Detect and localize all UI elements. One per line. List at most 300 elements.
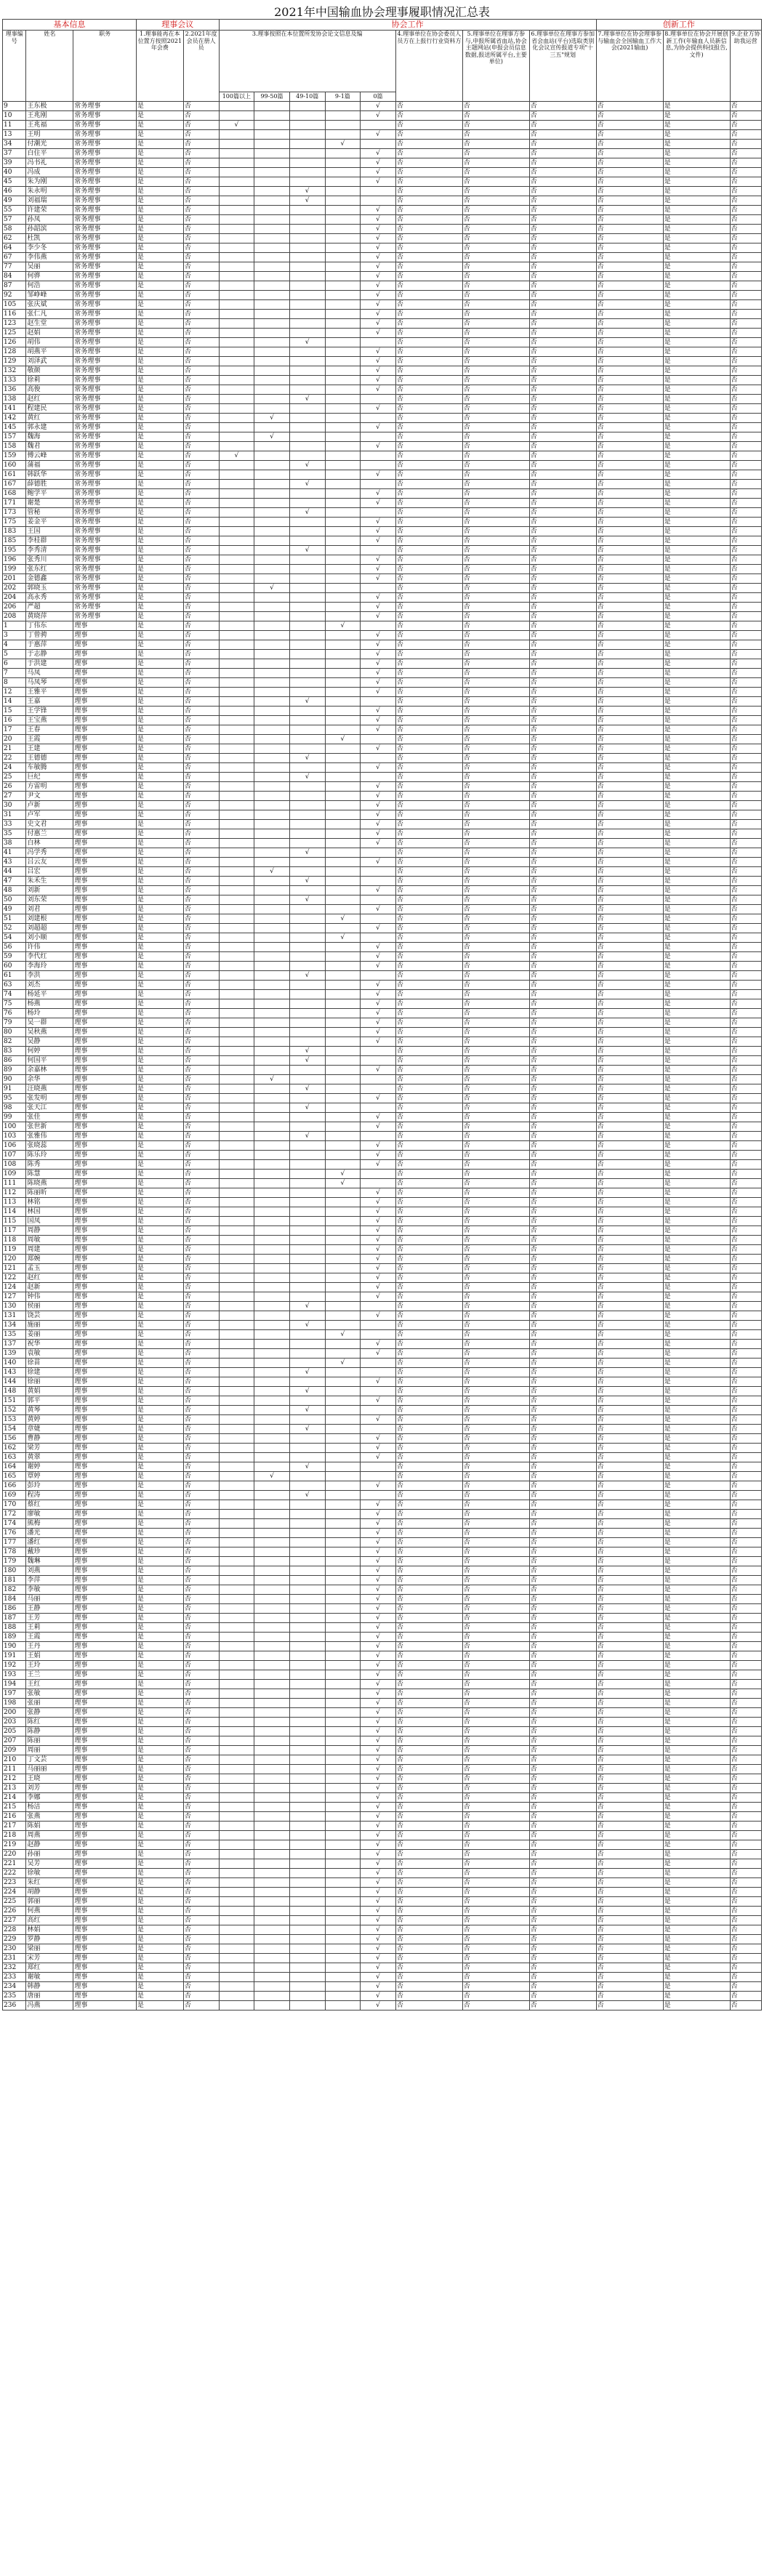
q4-cell: 否 <box>395 1188 462 1198</box>
q3-99-50-cell <box>254 905 290 914</box>
role-cell: 理事 <box>73 1245 137 1255</box>
q1-cell: 是 <box>136 867 183 877</box>
q7-cell: 否 <box>596 1623 663 1633</box>
q6-cell: 否 <box>529 536 596 546</box>
table-row <box>3 1633 762 1642</box>
q6-cell: 否 <box>529 385 596 395</box>
q3-0-cell: √ <box>361 102 396 111</box>
name-cell: 潘光 <box>26 1529 73 1538</box>
q9-cell: 否 <box>730 1103 761 1113</box>
table-row <box>3 404 762 414</box>
q8-cell: 是 <box>663 1226 730 1236</box>
q9-cell: 否 <box>730 1226 761 1236</box>
serial-cell: 63 <box>3 981 26 990</box>
q6-cell: 否 <box>529 262 596 272</box>
q3-9-1-cell <box>325 1888 361 1897</box>
q3-9-1-cell <box>325 1368 361 1377</box>
serial-cell: 24 <box>3 763 26 773</box>
table-row <box>3 215 762 225</box>
q5-cell: 否 <box>462 1018 529 1028</box>
role-cell: 理事 <box>73 1434 137 1444</box>
q5-cell: 否 <box>462 291 529 300</box>
role-cell: 理事 <box>73 1907 137 1916</box>
q6-cell: 否 <box>529 1935 596 1944</box>
table-row <box>3 1481 762 1491</box>
q3-99-50-cell <box>254 1519 290 1529</box>
role-cell: 理事 <box>73 1614 137 1623</box>
serial-cell: 47 <box>3 877 26 886</box>
q3-99-50-cell <box>254 858 290 867</box>
q9-cell: 否 <box>730 810 761 820</box>
name-cell: 周丽 <box>26 1746 73 1755</box>
q7-cell: 否 <box>596 1727 663 1736</box>
q1-cell: 是 <box>136 735 183 744</box>
q3-49-10-cell <box>289 1888 325 1897</box>
q4-cell: 否 <box>395 1803 462 1812</box>
q2-cell: 否 <box>183 1935 219 1944</box>
q2-cell: 否 <box>183 1084 219 1094</box>
role-cell: 理事 <box>73 1869 137 1878</box>
q8-cell: 是 <box>663 621 730 631</box>
table-row <box>3 1604 762 1614</box>
q9-cell: 否 <box>730 1047 761 1056</box>
q7-cell: 否 <box>596 1708 663 1718</box>
q8-cell: 是 <box>663 1935 730 1944</box>
serial-cell: 216 <box>3 1812 26 1822</box>
role-cell: 常务理事 <box>73 319 137 329</box>
role-cell: 理事 <box>73 1963 137 1973</box>
serial-cell: 164 <box>3 1462 26 1472</box>
q3-0-cell <box>361 1047 396 1056</box>
name-cell: 高红 <box>26 1916 73 1925</box>
q7-cell: 否 <box>596 2001 663 2011</box>
q3-0-cell: √ <box>361 527 396 536</box>
role-cell: 理事 <box>73 1973 137 1982</box>
q7-cell: 否 <box>596 1151 663 1160</box>
q4-cell: 否 <box>395 1614 462 1623</box>
q7-cell: 否 <box>596 499 663 508</box>
q9-cell: 否 <box>730 1037 761 1047</box>
q5-cell: 否 <box>462 1982 529 1992</box>
q8-cell: 是 <box>663 1084 730 1094</box>
q3-49-10-cell <box>289 1566 325 1576</box>
q5-cell: 否 <box>462 877 529 886</box>
q1-cell: 是 <box>136 829 183 839</box>
table-row <box>3 1444 762 1453</box>
name-cell: 李萍 <box>26 1576 73 1585</box>
q8-cell: 是 <box>663 177 730 187</box>
q5-cell: 否 <box>462 886 529 895</box>
q6-cell: 否 <box>529 1925 596 1935</box>
q3-0-cell: √ <box>361 1840 396 1850</box>
q2-cell: 否 <box>183 1897 219 1907</box>
q3-0-cell: √ <box>361 1718 396 1727</box>
q5-cell: 否 <box>462 1066 529 1075</box>
q3-99-50-cell <box>254 848 290 858</box>
q3-0-cell: √ <box>361 1963 396 1973</box>
q9-cell: 否 <box>730 451 761 461</box>
serial-cell: 223 <box>3 1878 26 1888</box>
q3-49-10-cell <box>289 281 325 291</box>
serial-cell: 59 <box>3 952 26 962</box>
q8-cell: 是 <box>663 1585 730 1595</box>
q3-49-10-cell <box>289 924 325 933</box>
q3-100plus-cell <box>219 1396 254 1406</box>
q1-cell: 是 <box>136 404 183 414</box>
q3-49-10-cell <box>289 1349 325 1359</box>
q9-cell: 否 <box>730 1236 761 1245</box>
serial-cell: 114 <box>3 1207 26 1217</box>
q1-cell: 是 <box>136 1916 183 1925</box>
q1-cell: 是 <box>136 1651 183 1661</box>
q1-cell: 是 <box>136 1047 183 1056</box>
q3-0-cell: √ <box>361 518 396 527</box>
q8-cell: 是 <box>663 924 730 933</box>
q7-cell: 否 <box>596 1028 663 1037</box>
table-row <box>3 1557 762 1566</box>
q4-cell: 否 <box>395 603 462 612</box>
q3-0-cell: √ <box>361 782 396 792</box>
role-cell: 常务理事 <box>73 262 137 272</box>
q3-49-10-cell <box>289 404 325 414</box>
q8-cell: 是 <box>663 1973 730 1982</box>
q2-cell: 否 <box>183 1708 219 1718</box>
q3-99-50-cell <box>254 763 290 773</box>
q5-cell: 否 <box>462 1075 529 1084</box>
role-cell: 理事 <box>73 1718 137 1727</box>
table-row <box>3 1160 762 1170</box>
q3-0-cell: √ <box>361 1973 396 1982</box>
q9-cell: 否 <box>730 1056 761 1066</box>
name-cell: 卢军 <box>26 810 73 820</box>
role-cell: 理事 <box>73 1736 137 1746</box>
q9-cell: 否 <box>730 1264 761 1273</box>
role-cell: 理事 <box>73 1689 137 1699</box>
q4-cell: 否 <box>395 470 462 480</box>
q7-cell: 否 <box>596 1566 663 1576</box>
q5-cell: 否 <box>462 1925 529 1935</box>
table-row <box>3 792 762 801</box>
name-cell: 李桂群 <box>26 536 73 546</box>
q5-cell: 否 <box>462 1481 529 1491</box>
q3-9-1-cell <box>325 1793 361 1803</box>
q8-cell: 是 <box>663 442 730 451</box>
q3-100plus-cell <box>219 1604 254 1614</box>
table-row <box>3 1689 762 1699</box>
q5-cell: 否 <box>462 1349 529 1359</box>
serial-cell: 231 <box>3 1954 26 1963</box>
table-row <box>3 886 762 895</box>
serial-cell: 211 <box>3 1765 26 1774</box>
q3-99-50-cell <box>254 329 290 338</box>
q1-cell: 是 <box>136 243 183 253</box>
q6-cell: 否 <box>529 792 596 801</box>
q3-100plus-cell <box>219 763 254 773</box>
q2-cell: 否 <box>183 130 219 140</box>
q3-100plus-cell <box>219 1878 254 1888</box>
q9-cell: 否 <box>730 603 761 612</box>
q4-cell: 否 <box>395 962 462 971</box>
q3-49-10-cell <box>289 1935 325 1944</box>
name-cell: 何国平 <box>26 1056 73 1066</box>
q3-49-10-cell <box>289 291 325 300</box>
q3-9-1-cell <box>325 1869 361 1878</box>
q4-cell: 否 <box>395 1566 462 1576</box>
q3-9-1-cell <box>325 640 361 650</box>
table-row <box>3 555 762 565</box>
q6-cell: 否 <box>529 300 596 310</box>
q3-100plus-cell <box>219 1774 254 1784</box>
q8-cell: 是 <box>663 1132 730 1141</box>
q8-cell: 是 <box>663 1066 730 1075</box>
table-row <box>3 168 762 177</box>
q3-99-50-cell <box>254 1680 290 1689</box>
q6-cell: 否 <box>529 839 596 848</box>
q6-cell: 否 <box>529 1113 596 1122</box>
q5-cell: 否 <box>462 858 529 867</box>
q8-cell: 是 <box>663 848 730 858</box>
q8-cell: 是 <box>663 1661 730 1670</box>
q9-cell: 否 <box>730 1623 761 1633</box>
q7-cell: 否 <box>596 1472 663 1481</box>
q4-cell: 否 <box>395 187 462 196</box>
table-row <box>3 272 762 281</box>
q1-cell: 是 <box>136 981 183 990</box>
q7-cell: 否 <box>596 1453 663 1462</box>
q9-cell: 否 <box>730 376 761 385</box>
q6-cell: 否 <box>529 1831 596 1840</box>
q6-cell: 否 <box>529 1472 596 1481</box>
q8-cell: 是 <box>663 744 730 754</box>
q6-cell: 否 <box>529 1179 596 1188</box>
q6-cell: 否 <box>529 1869 596 1878</box>
table-row <box>3 347 762 357</box>
q3-0-cell: √ <box>361 1614 396 1623</box>
table-row <box>3 1595 762 1604</box>
name-cell: 韩跃华 <box>26 470 73 480</box>
q8-cell: 是 <box>663 1198 730 1207</box>
q9-cell: 否 <box>730 262 761 272</box>
q3-100plus-cell <box>219 1425 254 1434</box>
q9-cell: 否 <box>730 1151 761 1160</box>
q3-0-cell <box>361 451 396 461</box>
q1-cell: 是 <box>136 158 183 168</box>
q7-cell: 否 <box>596 1944 663 1954</box>
q4-cell: 否 <box>395 1207 462 1217</box>
q3-0-cell: √ <box>361 385 396 395</box>
role-cell: 理事 <box>73 1822 137 1831</box>
q6-cell: 否 <box>529 1642 596 1651</box>
role-cell: 理事 <box>73 763 137 773</box>
q3-9-1-cell <box>325 1992 361 2001</box>
serial-cell: 83 <box>3 1047 26 1056</box>
q7-cell: 否 <box>596 763 663 773</box>
serial-cell: 193 <box>3 1670 26 1680</box>
q6-cell: 否 <box>529 1614 596 1623</box>
q5-cell: 否 <box>462 801 529 810</box>
q8-cell: 是 <box>663 243 730 253</box>
table-row <box>3 1944 762 1954</box>
q6-cell: 否 <box>529 404 596 414</box>
q7-cell: 否 <box>596 1132 663 1141</box>
q2-cell: 否 <box>183 508 219 518</box>
serial-cell: 148 <box>3 1387 26 1396</box>
table-row <box>3 669 762 678</box>
q3-99-50-cell <box>254 924 290 933</box>
q1-cell: 是 <box>136 678 183 688</box>
role-cell: 常务理事 <box>73 225 137 234</box>
name-cell: 胡伟 <box>26 338 73 347</box>
table-row <box>3 688 762 697</box>
q3-100plus-cell <box>219 1491 254 1500</box>
q8-cell: 是 <box>663 1321 730 1330</box>
q1-cell: 是 <box>136 1859 183 1869</box>
q3-100plus-cell <box>219 725 254 735</box>
table-row <box>3 1302 762 1311</box>
serial-cell: 33 <box>3 820 26 829</box>
q3-9-1-cell <box>325 725 361 735</box>
q3-99-50-cell <box>254 621 290 631</box>
q1-cell: 是 <box>136 1519 183 1529</box>
q3-99-50-cell <box>254 1538 290 1547</box>
q8-cell: 是 <box>663 272 730 281</box>
q2-cell: 否 <box>183 329 219 338</box>
role-cell: 理事 <box>73 1992 137 2001</box>
q4-cell: 否 <box>395 1831 462 1840</box>
q1-cell: 是 <box>136 461 183 470</box>
q3-49-10-cell <box>289 1992 325 2001</box>
q2-cell: 否 <box>183 1321 219 1330</box>
name-cell: 余华 <box>26 1075 73 1084</box>
role-cell: 理事 <box>73 1170 137 1179</box>
q3-99-50-cell <box>254 1869 290 1878</box>
q2-cell: 否 <box>183 1992 219 2001</box>
name-cell: 徐苗 <box>26 1359 73 1368</box>
serial-cell: 121 <box>3 1264 26 1273</box>
q3-0-cell <box>361 867 396 877</box>
q2-cell: 否 <box>183 527 219 536</box>
q1-cell: 是 <box>136 376 183 385</box>
q3-100plus-cell <box>219 1330 254 1340</box>
q1-cell: 是 <box>136 1992 183 2001</box>
q5-cell: 否 <box>462 357 529 366</box>
q8-cell: 是 <box>663 574 730 584</box>
name-cell: 郭平 <box>26 1396 73 1406</box>
q1-cell: 是 <box>136 1888 183 1897</box>
q3-0-cell: √ <box>361 329 396 338</box>
q1-cell: 是 <box>136 1273 183 1283</box>
q4-cell: 否 <box>395 621 462 631</box>
summary-table <box>2 19 762 2011</box>
q4-cell: 否 <box>395 1925 462 1935</box>
name-cell: 程涛 <box>26 1491 73 1500</box>
q2-cell: 否 <box>183 1264 219 1273</box>
q3-49-10-cell <box>289 1954 325 1963</box>
q5-cell: 否 <box>462 1415 529 1425</box>
q9-cell: 否 <box>730 1538 761 1547</box>
q2-cell: 否 <box>183 669 219 678</box>
table-row <box>3 1179 762 1188</box>
q3-0-cell: √ <box>361 1982 396 1992</box>
q8-cell: 是 <box>663 593 730 603</box>
table-row <box>3 1538 762 1547</box>
q8-cell: 是 <box>663 1406 730 1415</box>
serial-cell: 229 <box>3 1935 26 1944</box>
q5-cell: 否 <box>462 366 529 376</box>
q3-100plus-cell <box>219 1633 254 1642</box>
table-row <box>3 782 762 792</box>
q6-cell: 否 <box>529 1377 596 1387</box>
q3-100plus-cell <box>219 1122 254 1132</box>
q7-cell: 否 <box>596 924 663 933</box>
q1-cell: 是 <box>136 1188 183 1198</box>
q3-0-cell <box>361 895 396 905</box>
q9-cell: 否 <box>730 555 761 565</box>
name-cell: 周静 <box>26 1226 73 1236</box>
q2-cell: 否 <box>183 971 219 981</box>
q6-cell: 否 <box>529 1982 596 1992</box>
q3-9-1-cell <box>325 1585 361 1595</box>
q3-99-50-cell <box>254 177 290 187</box>
q3-99-50-cell <box>254 962 290 971</box>
q9-cell: 否 <box>730 1415 761 1425</box>
name-cell: 何婷 <box>26 1047 73 1056</box>
q2-cell: 否 <box>183 650 219 659</box>
q4-cell: 否 <box>395 102 462 111</box>
q3-100plus-cell <box>219 130 254 140</box>
q8-cell: 是 <box>663 829 730 839</box>
q8-cell: 是 <box>663 1264 730 1273</box>
q2-cell: 否 <box>183 1850 219 1859</box>
q3-9-1-cell <box>325 1850 361 1859</box>
serial-cell: 60 <box>3 962 26 971</box>
q3-100plus-cell <box>219 1793 254 1803</box>
q3-9-1-cell <box>325 1699 361 1708</box>
q7-cell: 否 <box>596 1396 663 1406</box>
q1-cell: 是 <box>136 130 183 140</box>
q3-9-1-cell <box>325 442 361 451</box>
q6-cell: 否 <box>529 1415 596 1425</box>
q3-9-1-cell <box>325 1472 361 1481</box>
q9-cell: 否 <box>730 1935 761 1944</box>
q3-0-cell: √ <box>361 574 396 584</box>
role-cell: 理事 <box>73 1481 137 1491</box>
q4-cell: 否 <box>395 1273 462 1283</box>
serial-cell: 50 <box>3 895 26 905</box>
q3-49-10-cell <box>289 1973 325 1982</box>
q6-cell: 否 <box>529 1888 596 1897</box>
q6-cell: 否 <box>529 933 596 943</box>
q4-cell: 否 <box>395 1018 462 1028</box>
q3-49-10-cell <box>289 1207 325 1217</box>
q9-cell: 否 <box>730 593 761 603</box>
q6-cell: 否 <box>529 707 596 716</box>
serial-cell: 7 <box>3 669 26 678</box>
q4-cell: 否 <box>395 1727 462 1736</box>
q7-cell: 否 <box>596 480 663 489</box>
q3-0-cell: √ <box>361 1340 396 1349</box>
serial-cell: 79 <box>3 1018 26 1028</box>
q3-0-cell: √ <box>361 1245 396 1255</box>
q3-0-cell: √ <box>361 612 396 621</box>
q8-cell: 是 <box>663 1340 730 1349</box>
table-row <box>3 1746 762 1755</box>
group-basic-info: 基本信息 <box>3 20 137 31</box>
role-cell: 常务理事 <box>73 612 137 621</box>
q8-cell: 是 <box>663 943 730 952</box>
q2-cell: 否 <box>183 206 219 215</box>
q5-cell: 否 <box>462 744 529 754</box>
